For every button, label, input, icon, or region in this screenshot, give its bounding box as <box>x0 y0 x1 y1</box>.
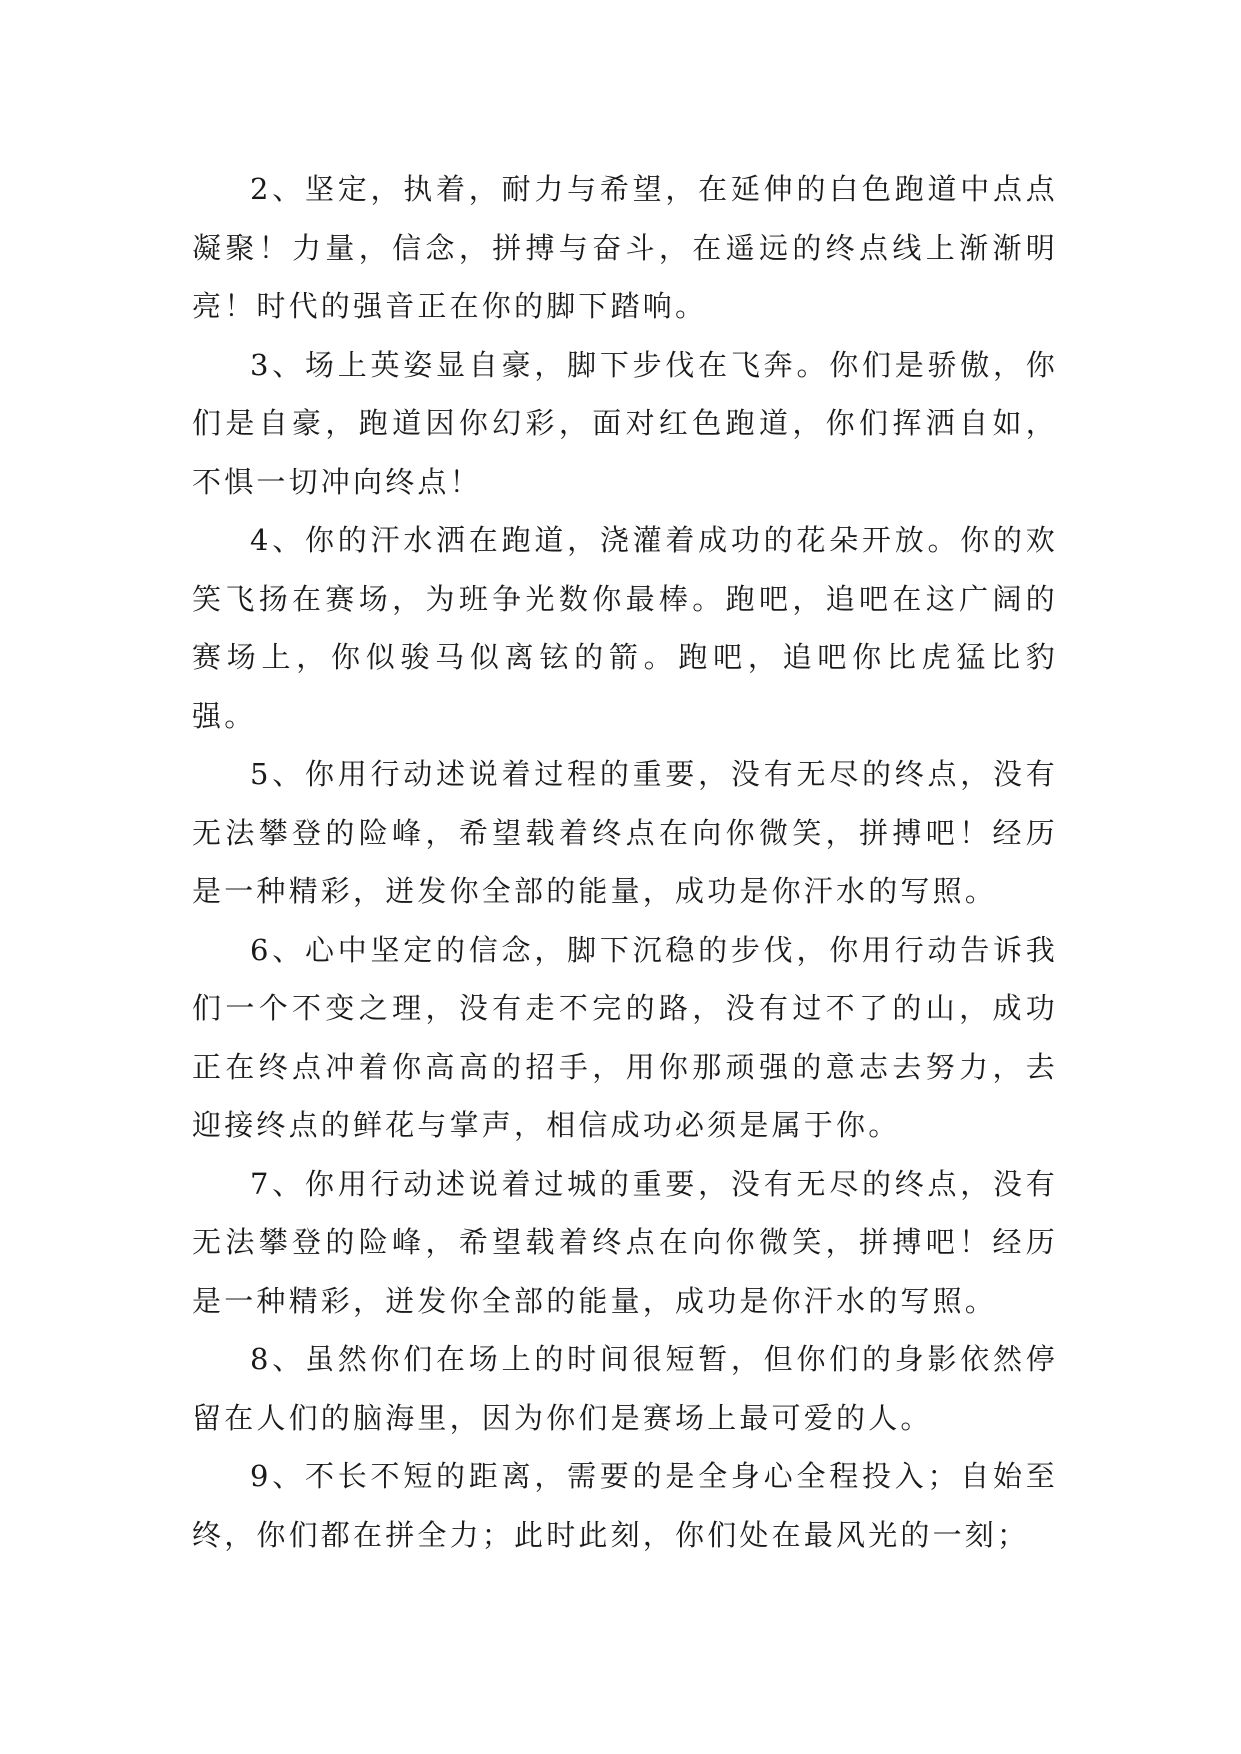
document-body <box>192 160 1058 1564</box>
paragraph-2: 2、坚定，执着，耐力与希望，在延伸的白色跑道中点点凝聚！力量，信念，拼搏与奋斗，在遥远的终点线上渐渐明亮！时代的强音正在你的脚下踏响。 <box>192 172 1058 323</box>
paragraph-8: 8、虽然你们在场上的时间很短暂，但你们的身影依然停留在人们的脑海里，因为你们是赛场上最可爱的人。 <box>192 1342 1058 1435</box>
paragraph-9: 9、不长不短的距离，需要的是全身心全程投入；自始至终，你们都在拼全力；此时此刻，你们处在最风光的一刻； <box>192 1459 1058 1552</box>
paragraph-7: 7、你用行动述说着过城的重要，没有无尽的终点，没有无法攀登的险峰，希望载着终点在向你微笑，拼搏吧！经历是一种精彩，迸发你全部的能量，成功是你汗水的写照。 <box>192 1166 1058 1318</box>
paragraph-4: 4、你的汗水洒在跑道，浇灌着成功的花朵开放。你的欢笑飞扬在赛场，为班争光数你最棒。跑吧，追吧在这广阔的赛场上，你似骏马似离铉的箭。跑吧，追吧你比虎猛比豹强。 <box>192 523 1058 733</box>
paragraph-6: 6、心中坚定的信念，脚下沉稳的步伐，你用行动告诉我们一个不变之理，没有走不完的路，没有过不了的山，成功正在终点冲着你高高的招手，用你那顽强的意志去努力，去迎接终点的鲜花与掌声，相信成功必须是属于你。 <box>192 932 1058 1142</box>
paragraph-3: 3、场上英姿显自豪，脚下步伐在飞奔。你们是骄傲，你们是自豪，跑道因你幻彩，面对红色跑道，你们挥洒自如，不惧一切冲向终点！ <box>192 347 1058 499</box>
paragraph-5: 5、你用行动述说着过程的重要，没有无尽的终点，没有无法攀登的险峰，希望载着终点在向你微笑，拼搏吧！经历是一种精彩，迸发你全部的能量，成功是你汗水的写照。 <box>192 757 1058 908</box>
